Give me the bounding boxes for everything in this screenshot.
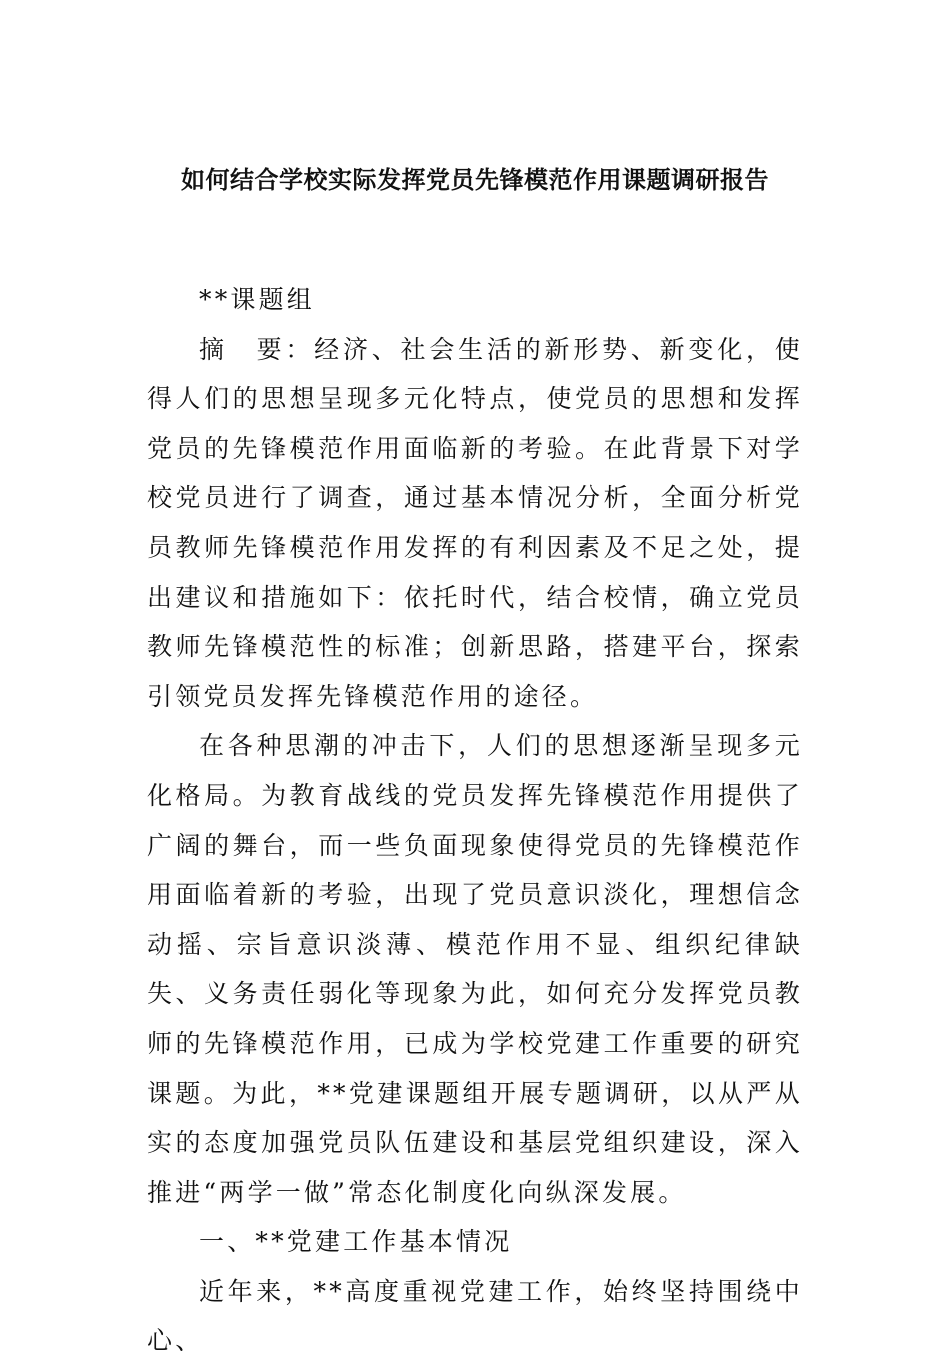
author-line: **课题组 xyxy=(199,285,316,314)
document-title: 如何结合学校实际发挥党员先锋模范作用课题调研报告 xyxy=(181,165,769,194)
section-heading: 一、**党建工作基本情况 xyxy=(199,1227,513,1257)
section-paragraph: 近年来，**高度重视党建工作，始终坚持围绕中心、 xyxy=(147,1276,803,1356)
intro-paragraph: 在各种思潮的冲击下，人们的思想逐渐呈现多元化格局。为教育战线的党员发挥先锋模范作用提供了广阔的舞台，而一些负面现象使得党员的先锋模范作用面临着新的考验，出现了党员意识淡化，理想信念动摇、宗旨意识淡薄、模范作用不显、组织纪律缺失、义务责任弱化等现象为此，如何充分发挥党员教师的先锋模范作用，已成为学校党建工作重要的研究课题。为此，**党建课题组开展专题调研，以从严从实的态度加强党员队伍建设和基层党组织建设，深入推进“两学一做”常态化制度化向纵深发展。 xyxy=(147,731,803,1207)
abstract-paragraph: 摘 要：经济、社会生活的新形势、新变化，使得人们的思想呈现多元化特点，使党员的思想和发挥党员的先锋模范作用面临新的考验。在此背景下对学校党员进行了调查，通过基本情况分析，全面分析党员教师先锋模范作用发挥的有利因素及不足之处，提出建议和措施如下：依托时代，结合校情，确立党员教师先锋模范性的标准；创新思路，搭建平台，探索引领党员发挥先锋模范作用的途径。 xyxy=(147,334,803,711)
document-body xyxy=(147,275,803,1366)
